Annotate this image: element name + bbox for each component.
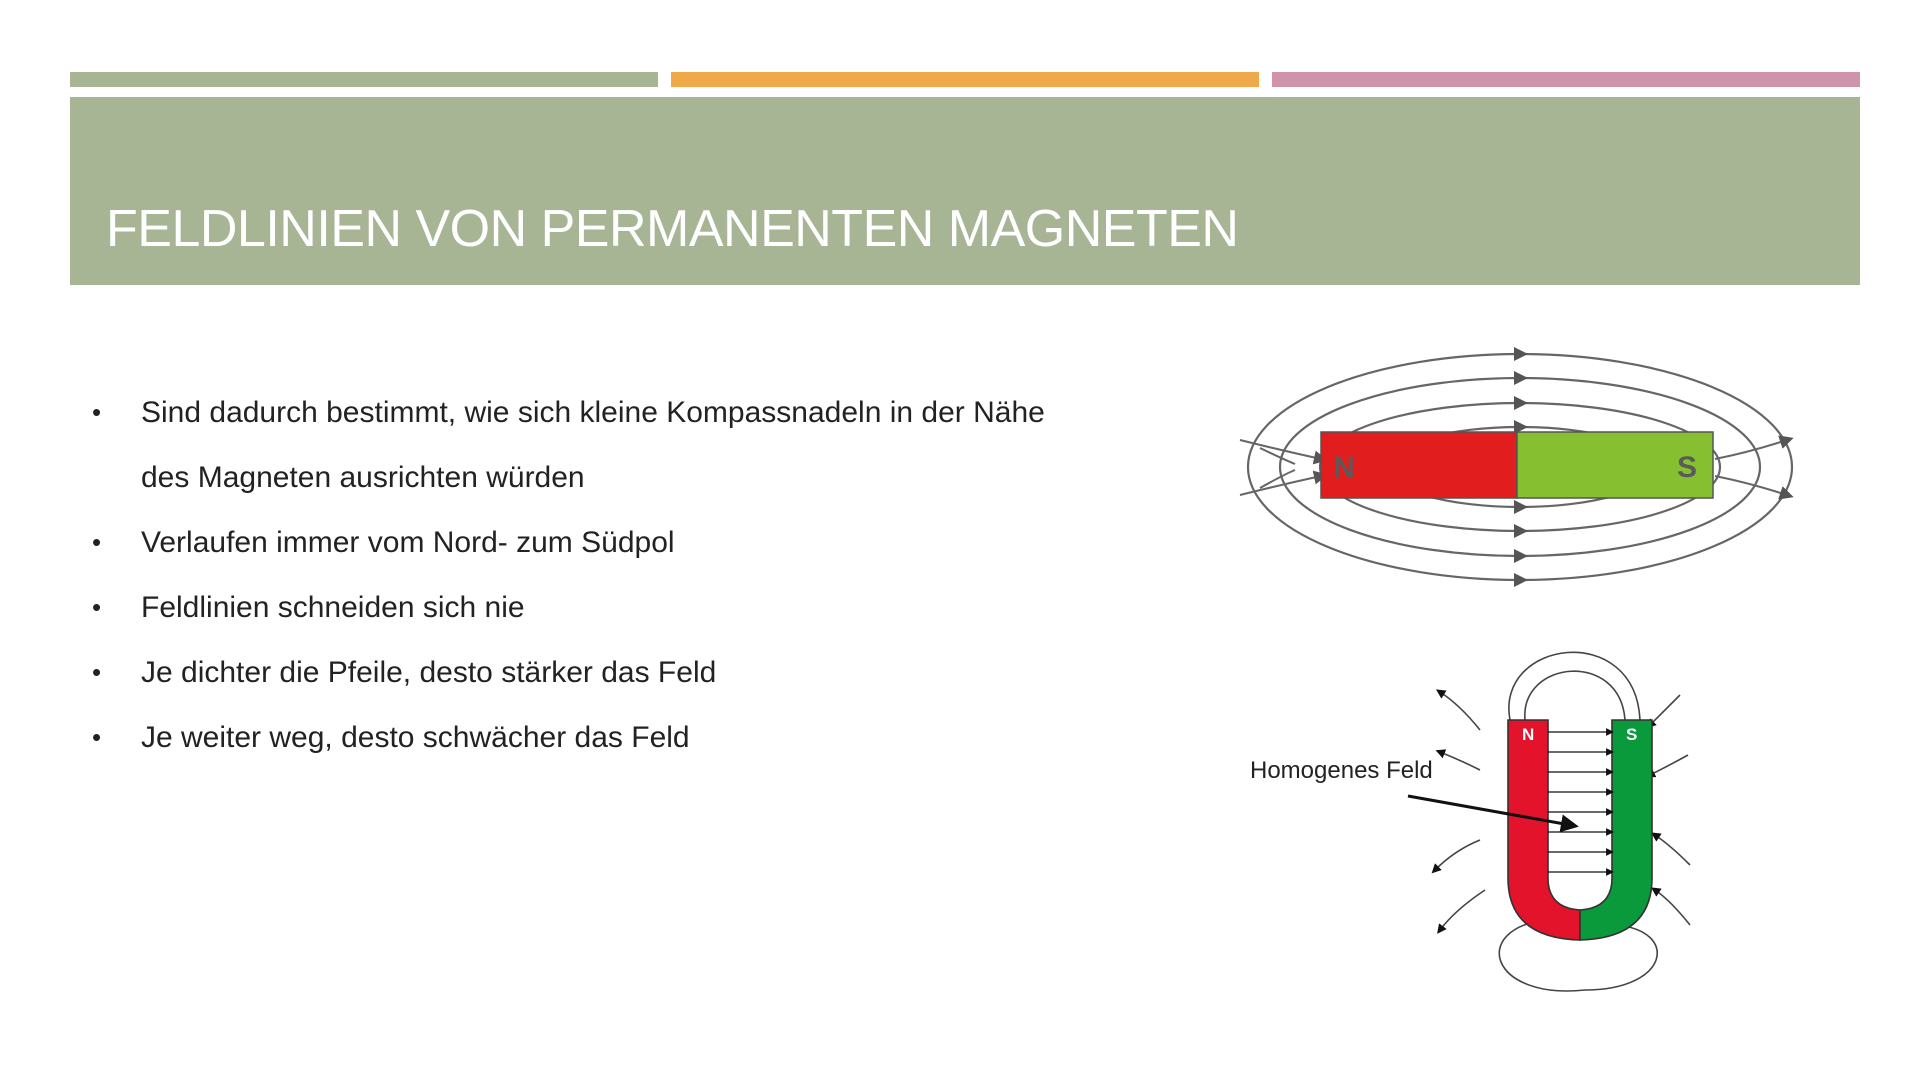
bullet-text: Verlaufen immer vom Nord- zum Südpol: [141, 526, 675, 559]
homogeneous-field-label: Homogenes Feld: [1250, 757, 1433, 784]
bullet-item: [92, 705, 1092, 770]
title-band: [70, 97, 1860, 285]
bar-magnet-figure: [1235, 340, 1795, 600]
accent-bar-orange: [671, 72, 1259, 87]
horseshoe-south-label: S: [1626, 725, 1638, 744]
homogeneous-field-lines: [1548, 732, 1610, 872]
bullet-dot: •: [92, 397, 102, 427]
bullet-text: Sind dadurch bestimmt, wie sich kleine Kompassnadeln in der Nähe des Magneten ausrichten würden: [141, 396, 1045, 494]
bullet-text: Je dichter die Pfeile, desto stärker das Feld: [141, 656, 717, 689]
bullet-text: Feldlinien schneiden sich nie: [141, 591, 525, 624]
north-pole-label: N: [1333, 451, 1355, 484]
bullet-dot: •: [92, 527, 102, 557]
horseshoe-north-arm: [1508, 720, 1580, 940]
horseshoe-magnet-figure: [1240, 620, 1720, 1000]
bullet-dot: •: [92, 592, 102, 622]
bullet-list: [92, 380, 1092, 770]
horseshoe-north-label: N: [1522, 725, 1535, 744]
bullet-item: [92, 380, 1092, 510]
bullet-dot: •: [92, 722, 102, 752]
bullet-item: [92, 575, 1092, 640]
bullet-text: Je weiter weg, desto schwächer das Feld: [141, 721, 690, 754]
accent-bar-green: [70, 72, 658, 87]
slide-title: FELDLINIEN VON PERMANENTEN MAGNETEN: [106, 200, 1239, 258]
horseshoe-south-arm: [1580, 720, 1652, 940]
bullet-item: [92, 510, 1092, 575]
bullet-item: [92, 640, 1092, 705]
accent-bar-pink: [1272, 72, 1860, 87]
bullet-dot: •: [92, 657, 102, 687]
south-pole-label: S: [1677, 451, 1698, 484]
